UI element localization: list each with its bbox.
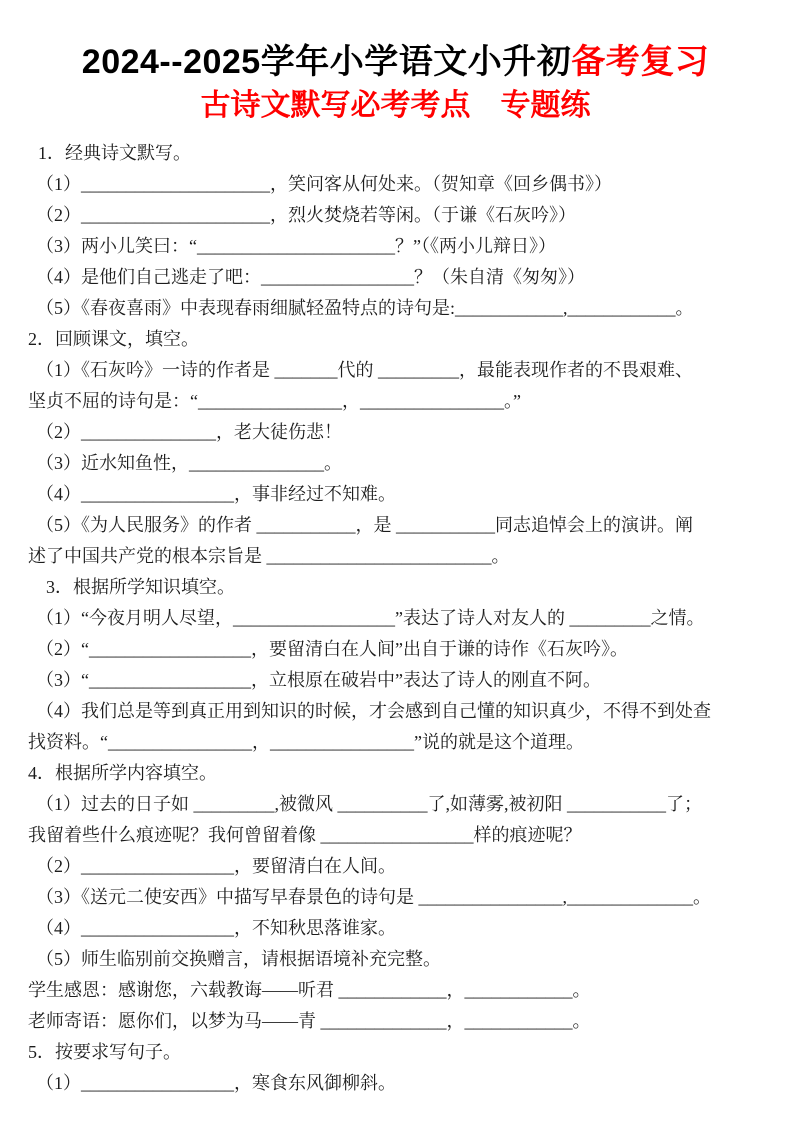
question-line-continuation: 我留着些什么痕迹呢？我何曾留着像 _________________样的痕迹呢？ — [28, 825, 582, 845]
question-line: （2）_________________，要留清白在人间。 — [36, 856, 396, 876]
section-5-heading: 5．按要求写句子。 — [28, 1042, 181, 1062]
question-line-continuation: 述了中国共产党的根本宗旨是 _________________________。 — [28, 546, 510, 566]
question-line: （1）_____________________，笑问客从何处来。（贺知章《回乡偶书》） — [36, 174, 612, 194]
question-line: （1）“今夜月明人尽望，__________________”表达了诗人对友人的 _________之情。 — [36, 608, 705, 628]
question-line: （3）两小儿笑曰：“______________________？”（《两小儿辩日》） — [36, 236, 556, 256]
section-2-heading: 2．回顾课文，填空。 — [28, 329, 199, 349]
title-red-part: 备考复习 — [571, 43, 710, 81]
question-line: （2）“__________________，要留清白在人间”出自于谦的诗作《石灰吟》。 — [36, 639, 628, 659]
question-line: （3）“__________________，立根原在破岩中”表达了诗人的刚直不阿。 — [36, 670, 601, 690]
question-line: （5）《为人民服务》的作者 ___________，是 ___________同志追悼会上的演讲。阐 — [36, 515, 693, 535]
teacher-message-line: 老师寄语：愿你们，以梦为马——青 ______________，____________。 — [28, 1011, 591, 1031]
question-line: （4）是他们自己逃走了吧：_________________？（朱自清《匆匆》） — [36, 267, 585, 287]
question-line: （1）_________________，寒食东风御柳斜。 — [36, 1073, 396, 1093]
section-3-heading: 3．根据所学知识填空。 — [46, 577, 235, 597]
document-subtitle: 古诗文默写必考考点 专题练 — [200, 89, 591, 122]
question-line: （5）《春夜喜雨》中表现春雨细腻轻盈特点的诗句是:____________,____________。 — [36, 298, 694, 318]
title-black-part: 2024--2025学年小学语文小升初 — [81, 43, 572, 81]
document-title — [28, 40, 763, 84]
section-4-heading: 4．根据所学内容填空。 — [28, 763, 217, 783]
question-line: （2）_____________________，烈火焚烧若等闲。（于谦《石灰吟》） — [36, 205, 576, 225]
question-line-continuation: 找资料。“________________，________________”说的就是这个道理。 — [28, 732, 584, 752]
question-line: （4）我们总是等到真正用到知识的时候，才会感到自己懂的知识真少，不得不到处查 — [36, 701, 711, 721]
question-line: （1）过去的日子如 _________,被微风 __________了,如薄雾,被初阳 ___________了； — [36, 794, 702, 814]
section-1-heading: 1．经典诗文默写。 — [38, 143, 191, 163]
student-gratitude-line: 学生感恩：感谢您，六载教诲——听君 ____________，____________。 — [28, 980, 591, 1000]
question-line: （4）_________________，事非经过不知难。 — [36, 484, 396, 504]
question-line-continuation: 坚贞不屈的诗句是：“________________，________________。” — [28, 391, 521, 411]
question-line: （5）师生临别前交换赠言，请根据语境补充完整。 — [36, 949, 441, 969]
question-line: （4）_________________，不知秋思落谁家。 — [36, 918, 396, 938]
question-line: （3）《送元二使安西》中描写早春景色的诗句是 ________________,______________。 — [36, 887, 711, 907]
question-line: （3）近水知鱼性，_______________。 — [36, 453, 342, 473]
question-line: （1）《石灰吟》一诗的作者是 _______代的 _________，最能表现作者的不畏艰难、 — [36, 360, 693, 380]
question-line: （2）_______________，老大徒伤悲！ — [36, 422, 342, 442]
